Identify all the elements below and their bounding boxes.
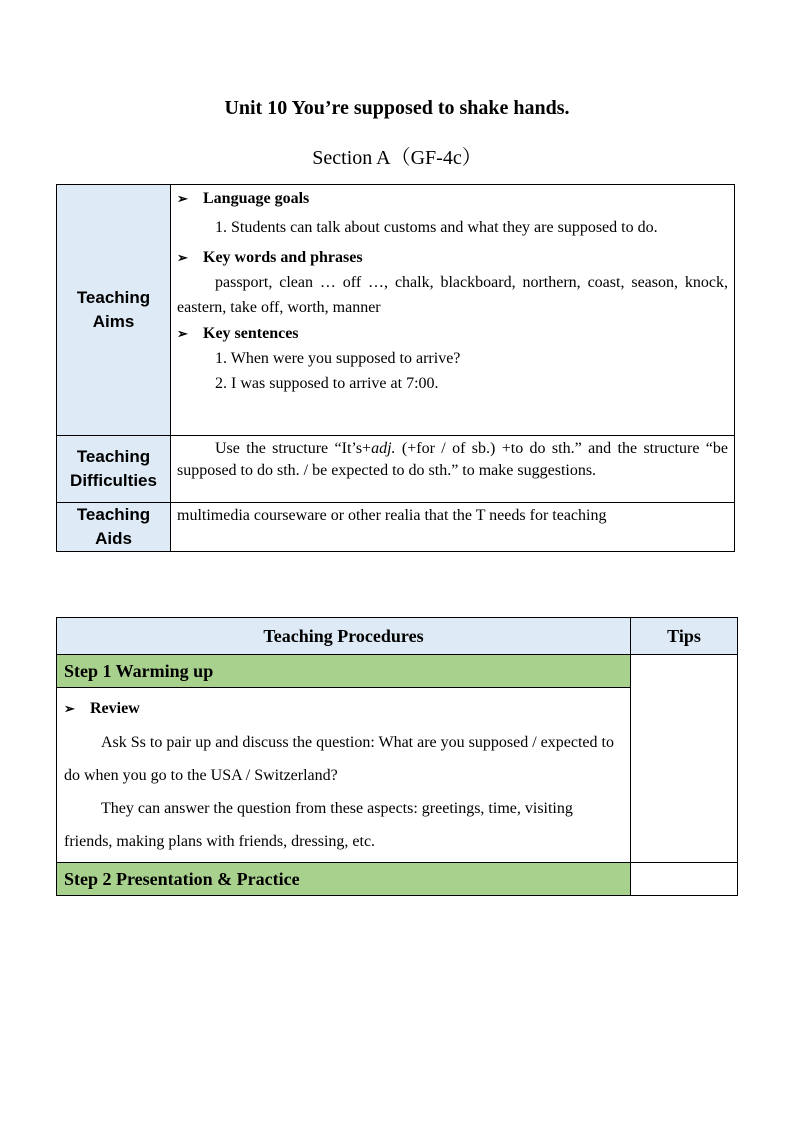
difficulties-adj: adj.	[371, 440, 396, 457]
key-sentence: 2. I was supposed to arrive at 7:00.	[215, 375, 439, 392]
key-sentences-heading	[177, 322, 728, 346]
key-sentences-label: Key sentences	[203, 325, 299, 342]
arrowhead-bullet-icon: ➢	[64, 701, 75, 716]
key-words-text: passport, clean … off …, chalk, blackboard, northern, coast, season, knock, eastern, take off, worth, manner	[177, 274, 728, 316]
aids-label-cell	[57, 503, 171, 552]
procedures-header: Teaching Procedures	[57, 618, 631, 655]
difficulties-label: Teaching Difficulties	[70, 447, 157, 490]
review-label: Review	[90, 700, 140, 717]
key-words-label: Key words and phrases	[203, 249, 363, 266]
aids-label: Teaching Aids	[76, 505, 151, 548]
aims-row	[57, 185, 735, 436]
aims-content-cell	[171, 185, 735, 436]
key-sentence: 1. When were you supposed to arrive?	[215, 350, 461, 367]
review-paragraph: Ask Ss to pair up and discuss the question: What are you supposed / expected to do when you go to the USA / Switzerland?	[64, 734, 614, 784]
review-heading	[64, 696, 622, 722]
arrowhead-bullet-icon: ➢	[177, 326, 188, 341]
aids-content-cell	[171, 503, 735, 552]
difficulties-text-part: (+for / of sb.) +to do sth.” and the structure “be supposed to do sth. / be expected to do sth.” to make suggestions.	[177, 440, 729, 479]
step1-body	[57, 688, 631, 863]
difficulties-text-part: Use the structure “It’s+	[215, 440, 372, 457]
difficulties-text	[177, 436, 728, 482]
aids-row	[57, 503, 735, 552]
review-paragraph: They can answer the question from these aspects: greetings, time, visiting friends, making plans with friends, dressing, etc.	[64, 800, 573, 850]
step1-tips-cell	[631, 655, 738, 863]
procedures-table	[56, 617, 738, 896]
page-title: Unit 10 You’re supposed to shake hands.	[224, 97, 570, 119]
aids-text: multimedia courseware or other realia that the T needs for teaching	[177, 507, 607, 524]
step2-row	[57, 863, 738, 896]
language-goals-text: 1. Students can talk about customs and what they are supposed to do.	[215, 219, 658, 236]
page-subtitle: Section A（GF-4c）	[312, 147, 482, 169]
difficulties-label-cell	[57, 436, 171, 503]
arrowhead-bullet-icon: ➢	[177, 191, 188, 206]
step1-row	[57, 655, 738, 688]
aims-label: Teaching Aims	[76, 288, 151, 331]
step2-tips-cell	[631, 863, 738, 896]
step2-title: Step 2 Presentation & Practice	[57, 863, 631, 896]
language-goals-label: Language goals	[203, 190, 310, 207]
lesson-info-table	[56, 184, 735, 552]
difficulties-content-cell	[171, 436, 735, 503]
key-words-heading	[177, 246, 728, 270]
language-goals-heading	[177, 187, 728, 211]
arrowhead-bullet-icon: ➢	[177, 250, 188, 265]
tips-header: Tips	[631, 618, 738, 655]
procedures-header-row	[57, 618, 738, 655]
aims-label-cell	[57, 185, 171, 436]
step1-title: Step 1 Warming up	[57, 655, 631, 688]
difficulties-row	[57, 436, 735, 503]
